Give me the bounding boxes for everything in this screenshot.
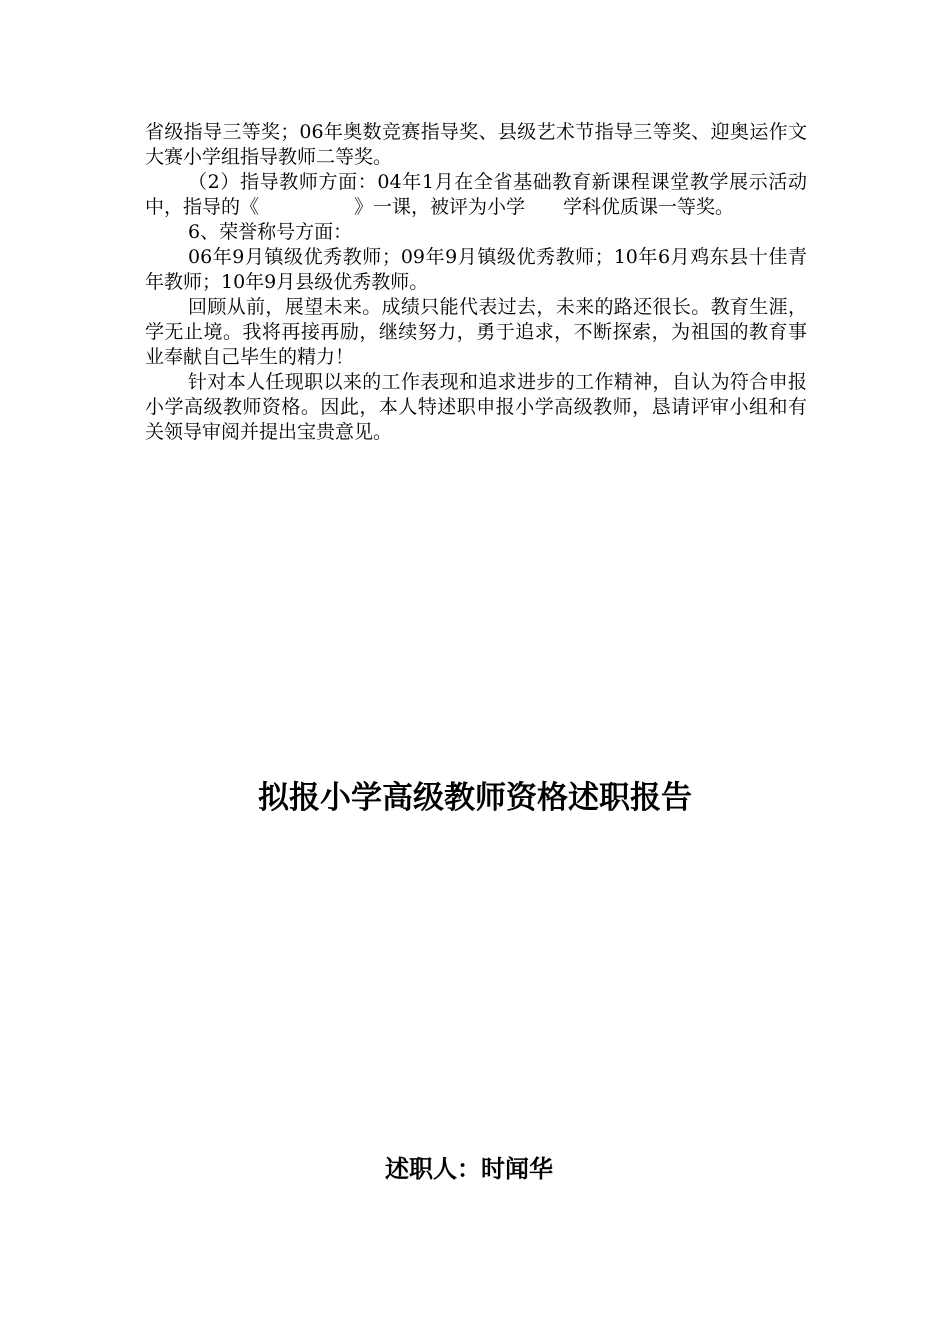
author-label: 述职人：: [385, 1155, 481, 1183]
paragraph-awards-continued: 省级指导三等奖；06年奥数竞赛指导奖、县级艺术节指导三等奖、迎奥运作文大赛小学组指导教师二等奖。: [145, 121, 807, 168]
author-name: 时闻华: [481, 1155, 553, 1183]
paragraph-instructor-awards: （2）指导教师方面：04年1月在全省基础教育新课程课堂教学展示活动中，指导的《 》一课，被评为小学 学科优质课一等奖。: [145, 171, 807, 218]
paragraph-honor-titles: 06年9月镇级优秀教师；09年9月镇级优秀教师；10年6月鸡东县十佳青年教师；10年9月县级优秀教师。: [145, 246, 807, 293]
paragraph-review-outlook: 回顾从前，展望未来。成绩只能代表过去，未来的路还很长。教育生涯，学无止境。我将再接再励，继续努力，勇于追求，不断探索，为祖国的教育事业奉献自己毕生的精力！: [145, 296, 807, 368]
author-line: [385, 1151, 745, 1187]
paragraph-honor-heading: 6、荣誉称号方面：: [188, 221, 353, 243]
body-text: [145, 120, 807, 445]
document-title: 拟报小学高级教师资格述职报告: [258, 780, 692, 816]
paragraph-application-statement: 针对本人任现职以来的工作表现和追求进步的工作精神，自认为符合申报小学高级教师资格。因此，本人特述职申报小学高级教师，恳请评审小组和有关领导审阅并提出宝贵意见。: [145, 371, 807, 443]
